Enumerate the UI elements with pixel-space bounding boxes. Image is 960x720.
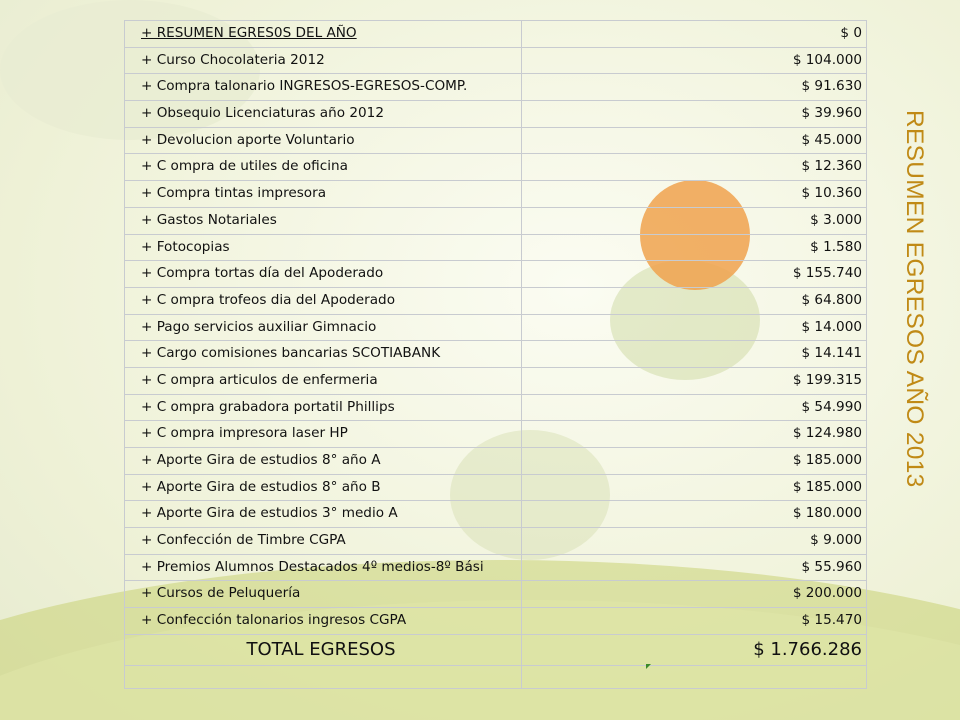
expense-label (125, 21, 522, 48)
expense-row (125, 367, 867, 394)
expense-label (125, 367, 522, 394)
expense-row (125, 234, 867, 261)
expense-row (125, 127, 867, 154)
expense-row (125, 501, 867, 528)
expense-row (125, 74, 867, 101)
expense-row (125, 608, 867, 635)
expense-label-text: + Pago servicios auxiliar Gimnacio (141, 318, 377, 335)
expense-label (125, 394, 522, 421)
expense-label (125, 581, 522, 608)
expense-label-text: + Compra tortas día del Apoderado (141, 265, 384, 282)
expense-label (125, 341, 522, 368)
expense-label-text: + Cargo comisiones bancarias SCOTIABANK (141, 345, 441, 362)
expense-label (125, 554, 522, 581)
expense-row (125, 287, 867, 314)
expense-label (125, 234, 522, 261)
expense-label-text: + Devolucion aporte Voluntario (141, 131, 355, 148)
expense-row (125, 47, 867, 74)
expense-label-text: + Aporte Gira de estudios 8° año B (141, 478, 381, 495)
expense-amount: $ 9.000 (522, 528, 867, 555)
expense-label-text: + Curso Chocolateria 2012 (141, 51, 325, 68)
total-row (125, 634, 867, 665)
expense-label (125, 421, 522, 448)
expense-label (125, 207, 522, 234)
expense-amount: $ 0 (522, 21, 867, 48)
expense-row (125, 21, 867, 48)
empty-cell (522, 665, 867, 688)
expense-row (125, 474, 867, 501)
expense-amount: $ 155.740 (522, 261, 867, 288)
expense-label (125, 154, 522, 181)
expense-label-text: + C ompra impresora laser HP (141, 425, 348, 442)
expense-amount: $ 185.000 (522, 448, 867, 475)
expense-amount: $ 180.000 (522, 501, 867, 528)
expense-label-text: + Aporte Gira de estudios 3° medio A (141, 505, 398, 522)
expense-label (125, 448, 522, 475)
expense-label-text: + RESUMEN EGRES0S DEL AÑO (141, 25, 357, 42)
expense-row (125, 341, 867, 368)
expense-label (125, 287, 522, 314)
total-label: TOTAL EGRESOS (125, 634, 522, 665)
expense-label (125, 528, 522, 555)
expense-label-text: + Confección de Timbre CGPA (141, 532, 346, 549)
expense-row (125, 154, 867, 181)
expense-amount: $ 14.000 (522, 314, 867, 341)
total-amount: $ 1.766.286 (522, 634, 867, 665)
expense-label-text: + C ompra grabadora portatil Phillips (141, 398, 395, 415)
expense-amount: $ 91.630 (522, 74, 867, 101)
expense-amount: $ 55.960 (522, 554, 867, 581)
expense-amount: $ 15.470 (522, 608, 867, 635)
expense-label (125, 501, 522, 528)
expense-label-text: + Obsequio Licenciaturas año 2012 (141, 105, 384, 122)
expense-row (125, 554, 867, 581)
expense-label-text: + C ompra trofeos dia del Apoderado (141, 291, 396, 308)
expense-row (125, 207, 867, 234)
empty-row (125, 665, 867, 688)
expense-label-text: + C ompra articulos de enfermeria (141, 371, 378, 388)
expense-label-text: + Compra tintas impresora (141, 185, 327, 202)
expenses-table (124, 20, 867, 689)
empty-cell (125, 665, 522, 688)
expense-label (125, 474, 522, 501)
expense-amount: $ 12.360 (522, 154, 867, 181)
expense-amount: $ 54.990 (522, 394, 867, 421)
expense-amount: $ 39.960 (522, 101, 867, 128)
expense-label (125, 47, 522, 74)
expense-amount: $ 185.000 (522, 474, 867, 501)
expense-label-text: + Confección talonarios ingresos CGPA (141, 612, 407, 629)
expense-row (125, 448, 867, 475)
expense-label-text: + Gastos Notariales (141, 211, 277, 228)
slide-title: RESUMEN EGRESOS AÑO 2013 (901, 110, 928, 488)
expense-row (125, 314, 867, 341)
expense-amount: $ 199.315 (522, 367, 867, 394)
expense-label-text: + Cursos de Peluquería (141, 585, 301, 602)
expense-label (125, 101, 522, 128)
expense-amount: $ 10.360 (522, 181, 867, 208)
expense-amount: $ 64.800 (522, 287, 867, 314)
expense-label (125, 314, 522, 341)
expense-label-text: + Aporte Gira de estudios 8° año A (141, 452, 381, 469)
expense-amount: $ 14.141 (522, 341, 867, 368)
expense-row (125, 181, 867, 208)
expense-row (125, 394, 867, 421)
expense-label (125, 127, 522, 154)
expense-label-text: + Fotocopias (141, 238, 230, 255)
expenses-table-body (125, 21, 867, 635)
expense-row (125, 101, 867, 128)
expense-label (125, 181, 522, 208)
expense-amount: $ 104.000 (522, 47, 867, 74)
expense-amount: $ 200.000 (522, 581, 867, 608)
slide-title-container (900, 110, 936, 600)
expense-label (125, 74, 522, 101)
expense-row (125, 528, 867, 555)
expense-row (125, 421, 867, 448)
expense-amount: $ 124.980 (522, 421, 867, 448)
expense-label-text: + C ompra de utiles de oficina (141, 158, 348, 175)
expense-label (125, 608, 522, 635)
expense-label-text: + Compra talonario INGRESOS-EGRESOS-COMP. (141, 78, 468, 95)
cell-marker (646, 664, 651, 669)
expense-label-text: + Premios Alumnos Destacados 4º medios-8º Bási (141, 558, 484, 575)
expense-amount: $ 1.580 (522, 234, 867, 261)
expense-amount: $ 3.000 (522, 207, 867, 234)
expense-row (125, 261, 867, 288)
expenses-table-container (124, 20, 866, 689)
expense-amount: $ 45.000 (522, 127, 867, 154)
expense-row (125, 581, 867, 608)
expense-label (125, 261, 522, 288)
